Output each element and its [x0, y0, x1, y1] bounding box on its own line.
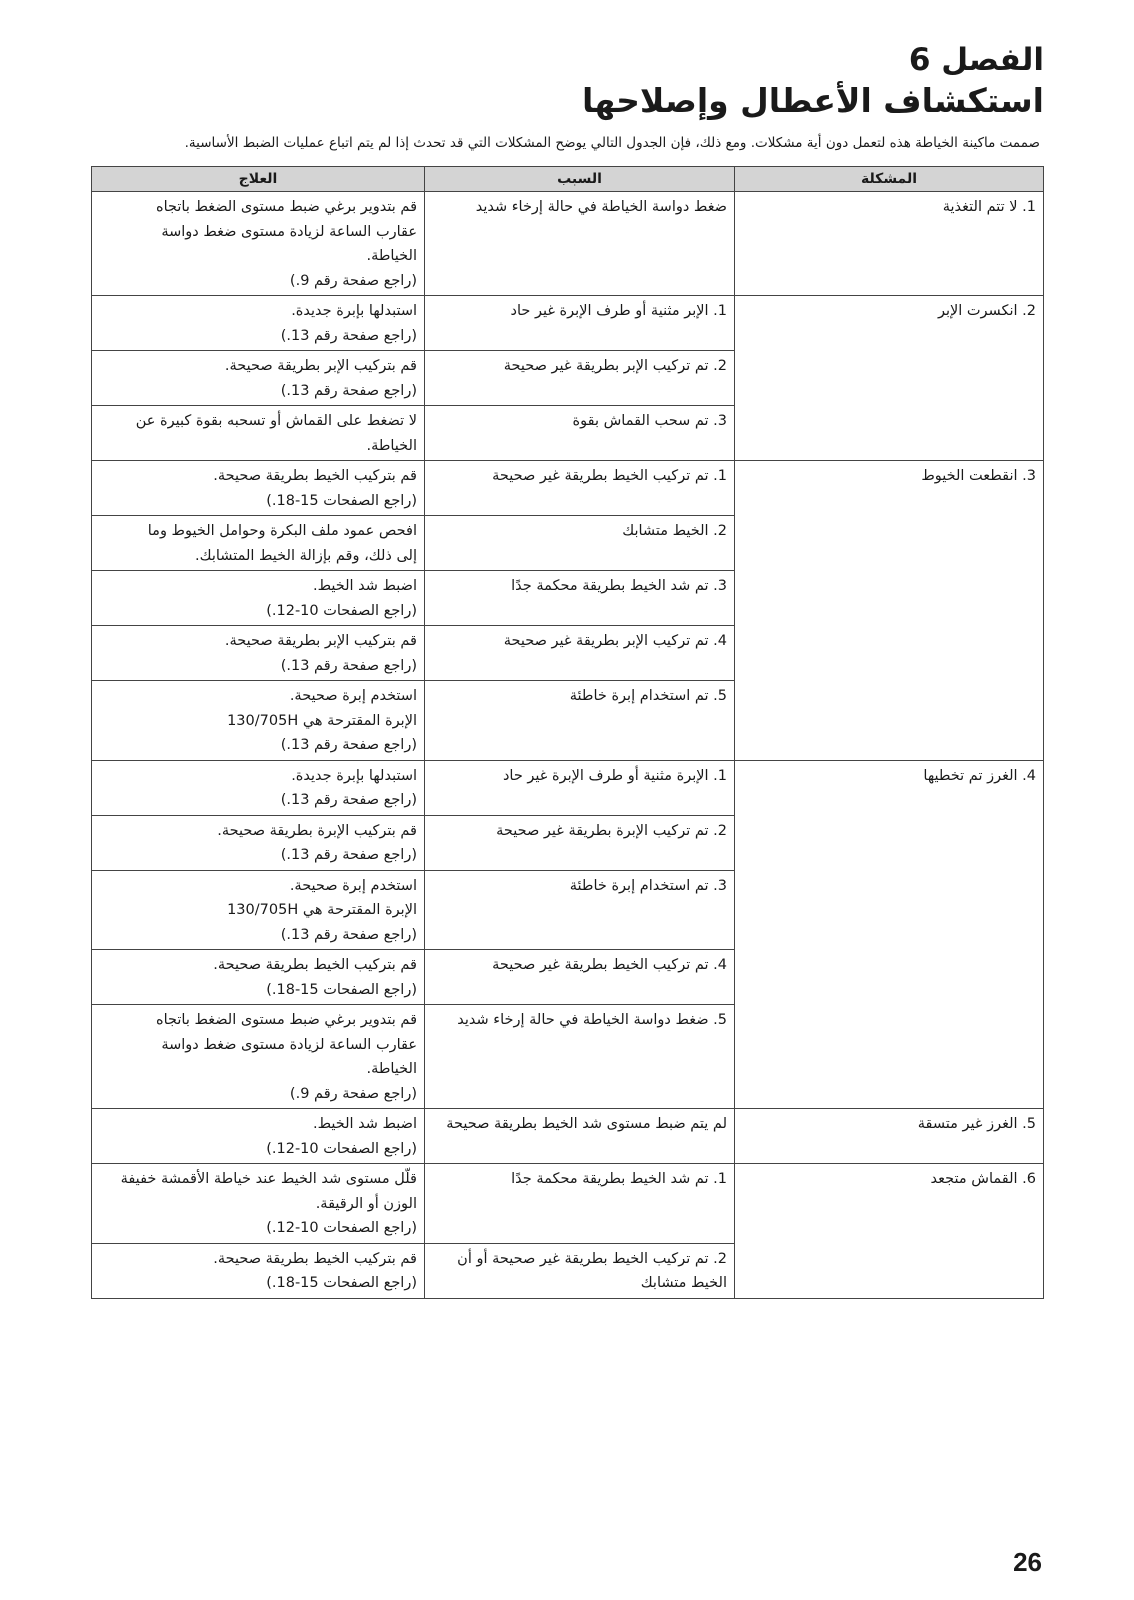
cause-cell [425, 192, 735, 296]
remedy-cell [92, 1005, 425, 1109]
table-row [92, 760, 1044, 815]
remedy-line: (راجع صفحة رقم 13.) [280, 737, 417, 753]
remedy-line: (راجع صفحة رقم 9.) [289, 1085, 417, 1102]
remedy-line: (راجع الصفحات 10-12.) [266, 1220, 417, 1236]
remedy-line: (راجع الصفحات 15-18.) [266, 1275, 417, 1291]
troubleshooting-table [91, 166, 1044, 1299]
remedy-line: (راجع صفحة رقم 13.) [280, 926, 417, 943]
problem-cell: 3. انقطعت الخيوط [735, 461, 1044, 761]
table-row [92, 1164, 1044, 1244]
header-cause: السبب [425, 167, 735, 192]
cause-cell [425, 1005, 735, 1109]
remedy-cell [92, 950, 425, 1005]
cause-cell [425, 870, 735, 950]
remedy-cell [92, 626, 425, 681]
remedy-line: عقارب الساعة لزيادة مستوى ضغط دواسة [161, 1036, 417, 1053]
remedy-line: قم بتركيب الخيط بطريقة صحيحة. [213, 468, 417, 484]
problem-cell: 1. لا تتم التغذية [735, 192, 1044, 296]
remedy-line: قم بتركيب الإبرة بطريقة صحيحة. [217, 822, 417, 839]
remedy-cell [92, 406, 425, 461]
remedy-line: (راجع الصفحات 10-12.) [266, 602, 417, 619]
remedy-cell [92, 815, 425, 870]
chapter-heading: الفصل 6 [908, 42, 1044, 78]
page-title: استكشاف الأعطال وإصلاحها [581, 81, 1044, 120]
remedy-line: استخدم إبرة صحيحة. [289, 877, 417, 894]
problem-cell: 5. الغرز غير متسقة [735, 1109, 1044, 1164]
cause-line: 2. تم تركيب الإبرة بطريقة غير صحيحة [496, 822, 727, 839]
remedy-line: الإبرة المقترحة هي 130/705H [227, 902, 417, 918]
cause-cell [425, 1164, 735, 1244]
cause-cell [425, 760, 735, 815]
table-header-row [92, 167, 1044, 192]
page-number: 26 [1013, 1547, 1042, 1577]
cause-cell [425, 461, 735, 516]
remedy-cell [92, 296, 425, 351]
remedy-cell [92, 571, 425, 626]
remedy-line: (راجع صفحة رقم 13.) [280, 382, 417, 399]
problem-cell: 2. انكسرت الإبر [735, 296, 1044, 461]
remedy-line: الخياطة. [366, 1061, 417, 1077]
cause-line: 2. تم تركيب الخيط بطريقة غير صحيحة أو أن [457, 1250, 727, 1267]
remedy-line: استبدلها بإبرة جديدة. [291, 767, 417, 784]
remedy-line: افحص عمود ملف البكرة وحوامل الخيوط وما [147, 523, 417, 539]
manual-page [92, 0, 1044, 1299]
cause-line: 3. تم شد الخيط بطريقة محكمة جدًا [511, 578, 727, 594]
cause-cell [425, 296, 735, 351]
cause-cell [425, 626, 735, 681]
cause-line: 5. ضغط دواسة الخياطة في حالة إرخاء شديد [457, 1012, 727, 1028]
cause-line: 1. تم تركيب الخيط بطريقة غير صحيحة [492, 468, 727, 484]
cause-cell [425, 516, 735, 571]
cause-line: 4. تم تركيب الإبر بطريقة غير صحيحة [503, 633, 727, 649]
remedy-line: قم بتركيب الإبر بطريقة صحيحة. [224, 633, 417, 649]
remedy-line: قلّل مستوى شد الخيط عند خياطة الأقمشة خفيفة [120, 1171, 417, 1187]
cause-line: 3. تم استخدام إبرة خاطئة [569, 877, 727, 894]
cause-line: 1. الإبر مثنية أو طرف الإبرة غير حاد [510, 303, 727, 319]
remedy-line: قم بتركيب الإبر بطريقة صحيحة. [224, 358, 417, 374]
cause-cell [425, 1243, 735, 1298]
remedy-line: إلى ذلك، وقم بإزالة الخيط المتشابك. [195, 547, 417, 564]
cause-line: 5. تم استخدام إبرة خاطئة [569, 688, 727, 704]
table-row [92, 192, 1044, 296]
remedy-line: استخدم إبرة صحيحة. [289, 688, 417, 704]
cause-line: 1. الإبرة مثنية أو طرف الإبرة غير حاد [502, 767, 727, 784]
intro-paragraph: صممت ماكينة الخياطة هذه لتعمل دون أية مشكلات. ومع ذلك، فإن الجدول التالي يوضح المشكلات التي قد تحدث إذا لم يتم اتباع عمليات الضبط الأساسية. [184, 135, 1040, 151]
remedy-cell [92, 681, 425, 761]
cause-cell [425, 1109, 735, 1164]
cause-cell [425, 571, 735, 626]
cause-line: 4. تم تركيب الخيط بطريقة غير صحيحة [492, 957, 727, 973]
cause-cell [425, 406, 735, 461]
remedy-cell [92, 760, 425, 815]
cause-line: 3. تم سحب القماش بقوة [572, 413, 727, 429]
remedy-line: الوزن أو الرقيقة. [315, 1195, 417, 1212]
remedy-line: (راجع صفحة رقم 13.) [280, 847, 417, 863]
cause-line: 2. الخيط متشابك [622, 523, 727, 539]
remedy-line: لا تضغط على القماش أو تسحبه بقوة كبيرة عن [135, 413, 417, 429]
remedy-cell [92, 1164, 425, 1244]
remedy-line: قم بتدوير برغي ضبط مستوى الضغط باتجاه [155, 199, 417, 215]
cause-line: ضغط دواسة الخياطة في حالة إرخاء شديد [475, 199, 727, 215]
remedy-line: (راجع صفحة رقم 13.) [280, 657, 417, 674]
remedy-line: عقارب الساعة لزيادة مستوى ضغط دواسة [161, 223, 417, 240]
remedy-cell [92, 516, 425, 571]
remedy-line: (راجع صفحة رقم 9.) [289, 272, 417, 289]
remedy-cell [92, 461, 425, 516]
remedy-line: (راجع الصفحات 10-12.) [266, 1140, 417, 1157]
problem-cell: 6. القماش متجعد [735, 1164, 1044, 1299]
header-remedy: العلاج [92, 167, 425, 192]
remedy-line: استبدلها بإبرة جديدة. [291, 303, 417, 319]
remedy-line: الخياطة. [366, 437, 417, 454]
remedy-cell [92, 351, 425, 406]
remedy-line: قم بتركيب الخيط بطريقة صحيحة. [213, 957, 417, 973]
remedy-cell [92, 192, 425, 296]
remedy-cell [92, 1109, 425, 1164]
table-row [92, 1109, 1044, 1164]
cause-cell [425, 815, 735, 870]
cause-cell [425, 681, 735, 761]
remedy-line: قم بتركيب الخيط بطريقة صحيحة. [213, 1250, 417, 1267]
remedy-line: (راجع صفحة رقم 13.) [280, 792, 417, 808]
remedy-line: (راجع الصفحات 15-18.) [266, 981, 417, 998]
remedy-line: الخياطة. [366, 248, 417, 264]
header-problem: المشكلة [735, 167, 1044, 192]
cause-line: لم يتم ضبط مستوى شد الخيط بطريقة صحيحة [446, 1116, 727, 1132]
table-row [92, 461, 1044, 516]
cause-line: 1. تم شد الخيط بطريقة محكمة جدًا [511, 1171, 727, 1187]
remedy-line: الإبرة المقترحة هي 130/705H [227, 712, 417, 729]
remedy-cell [92, 870, 425, 950]
remedy-line: قم بتدوير برغي ضبط مستوى الضغط باتجاه [155, 1012, 417, 1028]
remedy-line: (راجع صفحة رقم 13.) [280, 327, 417, 344]
table-row [92, 296, 1044, 351]
cause-cell [425, 950, 735, 1005]
problem-cell: 4. الغرز تم تخطيها [735, 760, 1044, 1109]
remedy-line: اضبط شد الخيط. [312, 1116, 417, 1132]
table-body [92, 192, 1044, 1299]
cause-line: الخيط متشابك [640, 1275, 727, 1291]
cause-cell [425, 351, 735, 406]
remedy-cell [92, 1243, 425, 1298]
remedy-line: اضبط شد الخيط. [312, 578, 417, 594]
remedy-line: (راجع الصفحات 15-18.) [266, 492, 417, 509]
cause-line: 2. تم تركيب الإبر بطريقة غير صحيحة [503, 358, 727, 374]
